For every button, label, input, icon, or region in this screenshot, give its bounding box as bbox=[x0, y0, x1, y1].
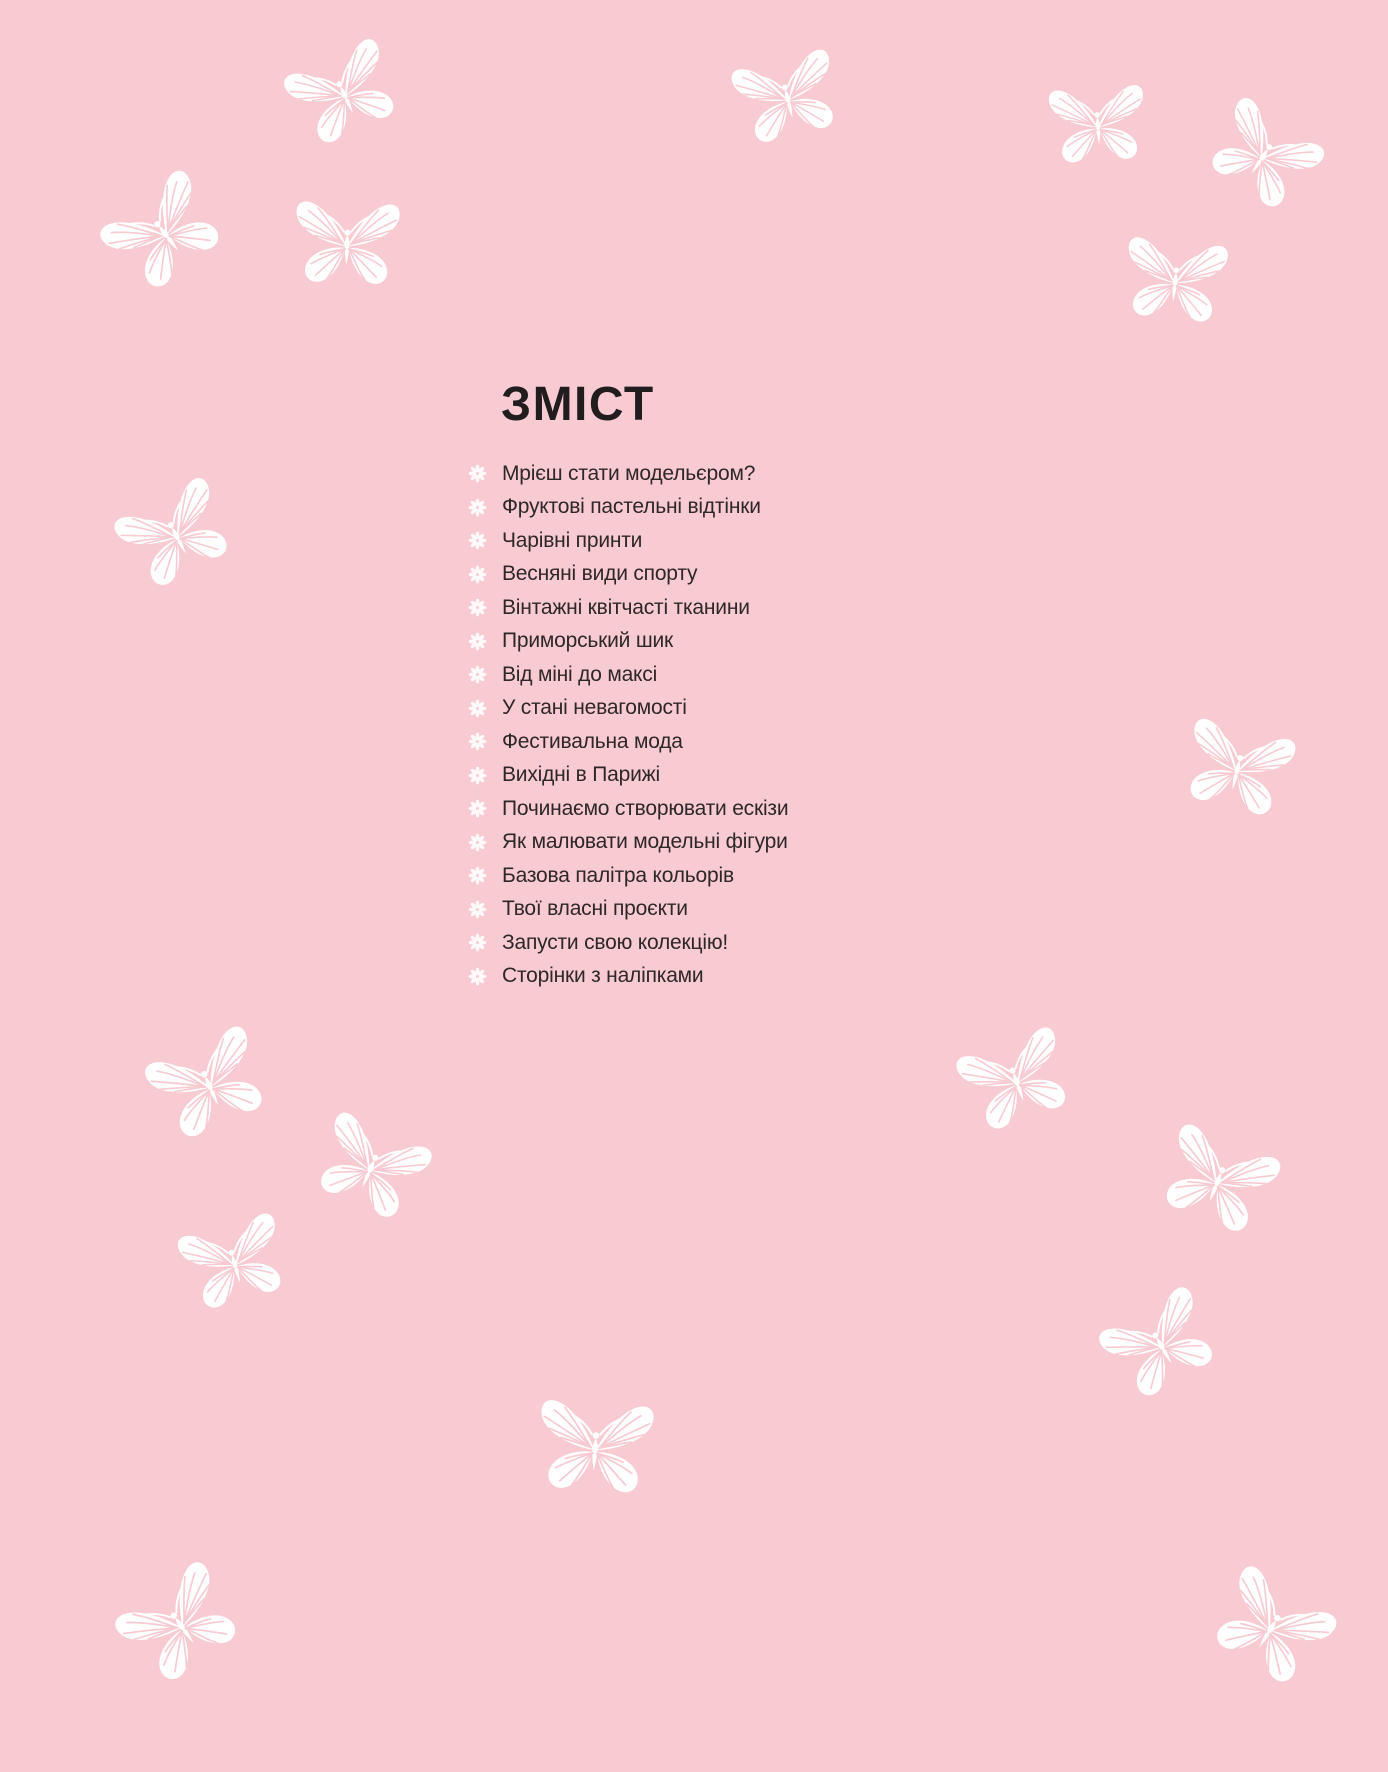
butterfly-icon bbox=[529, 1384, 661, 1516]
toc-item bbox=[468, 960, 788, 994]
flower-asterisk-icon bbox=[468, 732, 487, 751]
toc-item-label: Як малювати модельні фігури bbox=[502, 830, 788, 854]
toc-item bbox=[468, 725, 788, 759]
butterfly-icon bbox=[271, 22, 420, 171]
toc-item bbox=[468, 491, 788, 525]
toc-item bbox=[468, 558, 788, 592]
butterfly-icon bbox=[1042, 71, 1153, 182]
butterfly-icon bbox=[1168, 702, 1306, 840]
toc-item-label: Весняні види спорту bbox=[502, 562, 698, 586]
flower-asterisk-icon bbox=[468, 632, 487, 651]
toc-item-label: Чарівні принти bbox=[502, 528, 643, 552]
toc-item-label: Запусти свою колекцію! bbox=[502, 930, 729, 954]
flower-asterisk-icon bbox=[468, 766, 487, 785]
toc-item bbox=[468, 625, 788, 659]
page-title: ЗМІСТ bbox=[501, 378, 655, 431]
toc-item-label: Сторінки з наліпками bbox=[502, 964, 704, 988]
toc-list bbox=[468, 457, 788, 993]
toc-item-label: У стані невагомості bbox=[502, 696, 687, 720]
butterfly-icon bbox=[131, 1008, 289, 1166]
toc-item-label: Приморський шик bbox=[502, 629, 673, 653]
flower-asterisk-icon bbox=[468, 598, 487, 617]
toc-item-label: Від міні до максі bbox=[502, 662, 658, 686]
flower-asterisk-icon bbox=[468, 933, 487, 952]
toc-item bbox=[468, 926, 788, 960]
toc-item bbox=[468, 792, 788, 826]
toc-item bbox=[468, 826, 788, 860]
butterfly-icon bbox=[83, 152, 249, 318]
toc-item-label: Фруктові пастельні відтінки bbox=[502, 495, 761, 519]
toc-item bbox=[468, 658, 788, 692]
flower-asterisk-icon bbox=[468, 699, 487, 718]
toc-item bbox=[468, 457, 788, 491]
butterfly-icon bbox=[944, 1010, 1090, 1156]
toc-item bbox=[468, 759, 788, 793]
toc-item-label: Базова палітра кольорів bbox=[502, 863, 734, 887]
toc-item-label: Твої власні проєкти bbox=[502, 897, 688, 921]
butterfly-icon bbox=[98, 1543, 266, 1711]
butterfly-icon bbox=[1140, 1106, 1294, 1260]
toc-item bbox=[468, 893, 788, 927]
butterfly-icon bbox=[100, 460, 254, 614]
toc-item-label: Мрієш стати модельєром? bbox=[502, 461, 756, 485]
butterfly-icon bbox=[1084, 1269, 1240, 1425]
butterfly-icon bbox=[295, 1095, 446, 1246]
butterfly-icon bbox=[1115, 223, 1236, 344]
flower-asterisk-icon bbox=[468, 665, 487, 684]
butterfly-icon bbox=[167, 1197, 303, 1333]
butterfly-icon bbox=[288, 187, 406, 305]
flower-asterisk-icon bbox=[468, 967, 487, 986]
toc-item-label: Вінтажні квітчасті тканини bbox=[502, 595, 750, 619]
flower-asterisk-icon bbox=[468, 464, 487, 483]
flower-asterisk-icon bbox=[468, 498, 487, 517]
butterfly-icon bbox=[721, 33, 854, 166]
toc-item-label: Вихідні в Парижі bbox=[502, 763, 660, 787]
toc-item bbox=[468, 591, 788, 625]
flower-asterisk-icon bbox=[468, 799, 487, 818]
flower-asterisk-icon bbox=[468, 531, 487, 550]
toc-item bbox=[468, 524, 788, 558]
butterfly-icon bbox=[1187, 1547, 1352, 1712]
toc-item bbox=[468, 692, 788, 726]
flower-asterisk-icon bbox=[468, 900, 487, 919]
toc-item-label: Фестивальна мода bbox=[502, 729, 683, 753]
flower-asterisk-icon bbox=[468, 565, 487, 584]
toc-item bbox=[468, 859, 788, 893]
flower-asterisk-icon bbox=[468, 866, 487, 885]
toc-item-label: Починаємо створювати ескізи bbox=[502, 796, 789, 820]
butterfly-icon bbox=[1184, 80, 1339, 235]
flower-asterisk-icon bbox=[468, 833, 487, 852]
